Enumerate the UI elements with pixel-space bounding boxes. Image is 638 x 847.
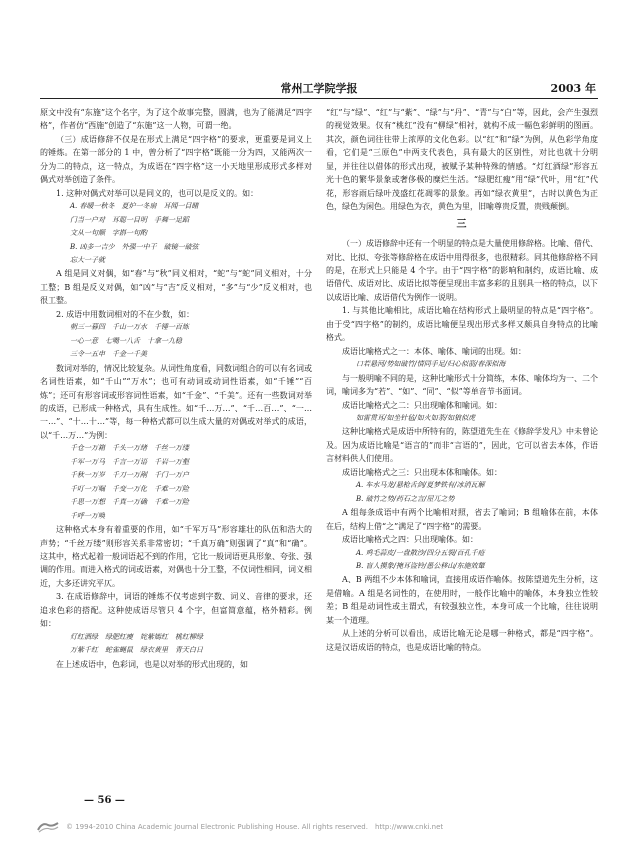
- example-text: 文从一句顺 字斟一句酌: [70, 229, 147, 238]
- paragraph: 这种比喻格式是成语中所特有的，陈望道先生在《修辞学发凡》中未曾论及。因为成语比喻是“语言的”而非“言语的”，因此，它可以省去本体，作语言材料供人们使用。: [326, 427, 598, 464]
- example-text: 鸡毛蒜皮/一盘散沙/四分五裂/百孔千疮: [365, 548, 485, 557]
- example-line: [40, 227, 312, 240]
- example-line: [326, 412, 598, 425]
- example-line: [326, 358, 598, 371]
- paragraph: 成语比喻格式之一：本体、喻体、喻词的出现。如：: [342, 346, 526, 356]
- paragraph: 从上述的分析可以看出，成语比喻无论是哪一种格式，都是“四字格”。这是汉语成语的特点，也是成语比喻的特点。: [326, 629, 598, 652]
- page-header: [40, 78, 598, 99]
- example-text: 忘大一子就: [70, 255, 105, 264]
- example-line: [40, 469, 312, 482]
- example-label: B.: [356, 561, 364, 570]
- example-text: 如雷贯耳/如坐针毡/如火如荼/如狼似虎: [356, 413, 476, 422]
- example-label: A.: [356, 548, 364, 557]
- example-text: 灯红酒绿 绿肥红瘦 姹紫嫣红 桃红柳绿: [70, 632, 203, 641]
- example-text: 一心一意 七嘴一八舌 十拿一九稳: [70, 336, 182, 345]
- example-line: [326, 479, 598, 492]
- journal-year: 2003 年: [550, 82, 596, 95]
- example-line: [40, 348, 312, 361]
- journal-title: 常州工学院学报: [280, 82, 358, 95]
- example-line: [326, 547, 598, 560]
- example-text: 门当一户对 耳聪一目明 手舞一足蹈: [70, 215, 189, 224]
- example-line: [40, 335, 312, 348]
- example-text: 千呼一万唤: [70, 511, 105, 520]
- section-heading: 三: [456, 218, 468, 230]
- example-text: 千仓一万箱 千头一万绪 千丝一万缕: [70, 444, 189, 453]
- paragraph: （三）成语修辞不仅是在形式上满足“四字格”的要求，更重要是词义上的锤炼。在第一部分的 1 中，曾分析了“四字格”既能一分为四，又能两次一分为二的特点，这一特点，为成语在“四字格”这一小天地里形成形式多样对偶式对举创造了条件。: [40, 134, 312, 185]
- page-number: — 56 —: [84, 795, 125, 806]
- paragraph: 3. 在成语修辞中，词语的锤炼不仅考虑到字数、词义、音律的要求，还追求色彩的搭配。这种使成语尽管只 4 个字，但富简意蕴，格外精彩。例如：: [40, 592, 312, 629]
- paragraph: 成语比喻格式之二：只出现喻体和喻词。如：: [342, 400, 502, 410]
- example-text: 盲人摸象/掩耳盗铃/愚公移山/东施效颦: [365, 561, 485, 570]
- example-line: [40, 631, 312, 644]
- example-line: [326, 560, 598, 573]
- footer: [36, 821, 476, 837]
- paragraph: （一）成语修辞中还有一个明显的特点是大量使用修辞格。比喻、借代、对比、比拟、夸张等修辞格在成语中用得很多，也很精彩。同其他修辞格不同的是，在形式上只能是 4 个字。由于“四字格”的影响和制约，成语比喻、成语借代、成语对比、成语比拟等便呈现出丰富多彩的且别具一格的特点，以下以成语比喻、成语借代为例作一说明。: [326, 239, 598, 302]
- example-text: 春暖一秋冬 夏炉一冬扇 耳闻一目睹: [79, 202, 199, 211]
- example-line: [40, 254, 312, 267]
- example-text: 破竹之势/药石之言/屋兀之势: [365, 494, 455, 503]
- example-label: B.: [70, 242, 78, 251]
- paragraph: 成语比喻格式之四：只出现喻体。如：: [342, 535, 478, 545]
- example-line: [40, 456, 312, 469]
- example-text: 千思一万想 千真一万确 千难一万险: [70, 498, 189, 507]
- example-line: [40, 510, 312, 523]
- example-line: [40, 200, 312, 213]
- example-line: [40, 321, 312, 334]
- paragraph: A 组是同义对偶，如“春”与“秋”同义相对，“蛇”与“蛇”同义相对，十分工整；B 组是反义对偶，如“凶”与“吉”反义相对，“多”与“少”反义相对，也很工整。: [40, 269, 312, 306]
- example-line: [40, 483, 312, 496]
- paragraph: A、B 两组不少本体和喻词，直接用成语作喻体。按陈望道先生分析，这是借喻。A 组是名词性的，在使用时，一般作比喻中的喻体，本身独立性较差；B 组是动词性或主谓式，有较强独立性，本身可成一个比喻，往往说明某一个道理。: [326, 575, 598, 625]
- paragraph: 原文中没有“东施”这个名字，为了这个故事完整，圆满，也为了能满足“四字格”，作者仿“西施”创造了“东施”这一人物，可谓一绝。: [40, 108, 312, 131]
- example-line: [40, 496, 312, 509]
- example-line: [40, 241, 312, 254]
- example-line: [326, 493, 598, 506]
- example-line: [40, 442, 312, 455]
- example-text: 千军一万马 千言一万语 千岩一万壑: [70, 457, 189, 466]
- example-text: 千叮一万嘱 千变一万化 千难一万险: [70, 484, 189, 493]
- paragraph: “红”与“绿”、“红”与“紫”、“绿”与“丹”、“青”与“白”等，因此，会产生强烈的视觉效果。仅有“桃红”没有“柳绿”相衬，就构不成一幅色彩鲜明的图画。其次，颜色词往往带上浓厚的文化色彩。以“红”和“绿”为例，从色彩学角度看，它们是“三原色”中两支代表色，具有最大的区别性，对比也就十分明显，并往往以借体的形式出现，被赋予某种特殊的情感。“灯红酒绿”形容五光十色的繁华景象或奢侈极的糜烂生活。“绿肥红瘦”用“绿”代叶，用“红”代花，形容雨后绿叶茂盛红花凋零的景象。再如“绿衣黄里”，古时以黄色为正色，绿色为闲色。用绿色为衣，黄色为里，旧喻尊贵反置，贵贱颠倒。: [326, 108, 598, 212]
- copyright-text: © 1994-2010 China Academic Journal Electronic Publishing House. All rights reserved. http://www.cnki.net: [66, 823, 444, 831]
- example-label: B.: [356, 494, 364, 503]
- example-text: 万紫千红 蛇雀蝇鼠 绿衣黄里 青天白日: [70, 646, 203, 655]
- example-text: 三令一五申 千金一千美: [70, 350, 147, 359]
- example-text: 千秋一万岁 千刀一万剐 千门一万户: [70, 471, 189, 480]
- right-column: [326, 106, 598, 654]
- paragraph: 在上述成语中，色彩词，也是以对举的形式出现的，如: [56, 659, 248, 669]
- paragraph: 成语比喻格式之三：只出现本体和喻体。如：: [342, 467, 502, 477]
- paragraph: 2. 成语中用数词相对的不在少数，如：: [56, 309, 195, 319]
- left-column: [40, 106, 312, 671]
- example-text: 朝三一暮四 千山一万水 千锤一百炼: [70, 323, 189, 332]
- paragraph: 1. 这种对偶式对举可以是同义的，也可以是反义的。如：: [56, 188, 259, 198]
- example-line: [40, 644, 312, 657]
- example-line: [40, 214, 312, 227]
- cnki-logo-icon: [36, 821, 60, 833]
- paragraph: 这种格式本身有着重要的作用，如“千军万马”形容雄壮的队伍和浩大的声势；“千丝万缕”则形容关系非常密切；“千真万确”则强调了“真”和“确”。这其中，格式起着一般词语起不到的作用，它比一般词语更具形象、夸张、强调的作用。而进入格式的词或语素，对偶也十分工整，不仅词性相同，词义相近，大多还讲究平仄。: [40, 525, 312, 588]
- paragraph: 1. 与其他比喻相比，成语比喻在结构形式上最明显的特点是“四字格”。由于受“四字格”的制约，成语比喻便呈现出形式多样又颇具自身特点的比喻格式。: [326, 306, 598, 343]
- example-label: A.: [356, 481, 364, 490]
- paragraph: 与一般明喻不同的是，这种比喻形式十分简练，本体、喻体均为一、二个词，喻词多为“若”、“如”、“同”、“似”等单音节书面词。: [326, 373, 598, 397]
- example-text: 凶多一吉少 外强一中干 破镜一破弦: [79, 242, 199, 251]
- example-label: A.: [70, 202, 78, 211]
- paragraph: 数词对举的，情况比较复杂。从词性角度看，同数词组合的可以有名词或名词性语素，如“千山”“万水”；也可有动词或动词性语素，如“千锤”“百炼”；还可有形容词或形容词性语素，如“千金”、“千美”。还有一些数词对举的成语，已形成一种格式，具有生成性。如“千…万…”、“千…百…”、“一…一…”、“十…十…”等，每一种格式都可以生成大量的对偶或对举式的成语，以“千…万…”为例：: [40, 363, 312, 440]
- example-text: 车水马龙/悬枪舌剑/夏梦铁有/冰消瓦解: [365, 481, 485, 490]
- paragraph: A 组每条成语中有两个比喻相对照，省去了喻词；B 组喻体在前，本体在后，结构上借“之”满足了“四字格”的需要。: [326, 508, 598, 531]
- example-text: 口若悬河/势如破竹/情同手足/归心似箭/春深似海: [356, 360, 506, 369]
